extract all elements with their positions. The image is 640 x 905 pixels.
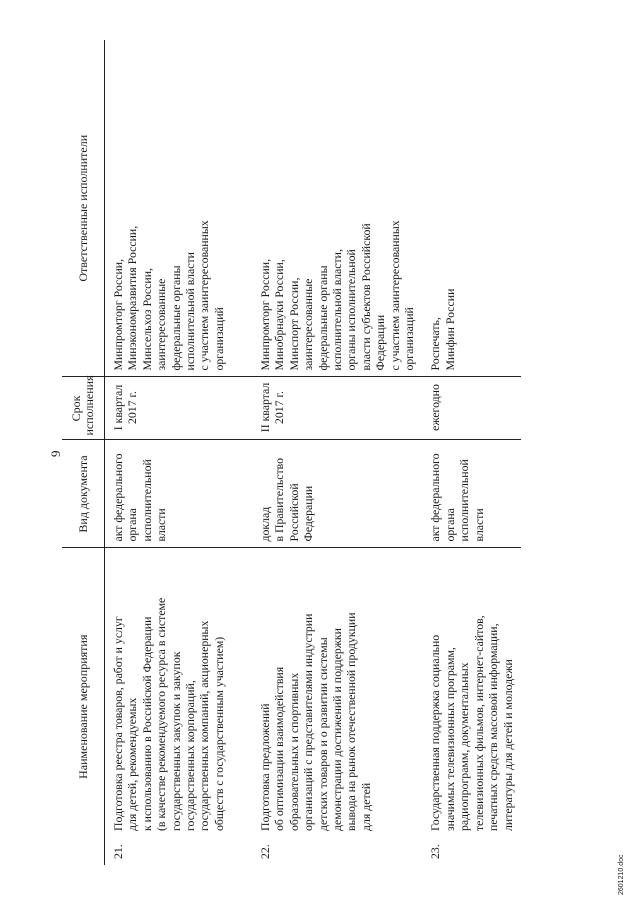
measure-name: Подготовка реестра товаров, работ и услуг для детей, рекомендуемых к использованию в Российской Федерации (в качестве рекомендуемого ресурса в системе государственных закупок и закупок государственных корпораций, государственных компаний, акционерных обществ с государственным участием) [111, 597, 226, 831]
measure-name: Государственная поддержка социально значимых телевизионных программ, радиопрограмм, документальных телевизионных фильмов, интернет-сайтов, печатных средств массовой информации, литературы для детей и молодежи [428, 615, 515, 831]
row-number: 21. [111, 844, 125, 859]
document-type: акт федерального органа исполнительной власти [105, 440, 253, 548]
deadline: I квартал 2017 г. [105, 377, 253, 440]
page-number: 9 [48, 450, 63, 457]
measures-table [62, 40, 521, 865]
header-term: Срок исполнения [62, 377, 105, 440]
document-stamp: 2601210.doc [618, 854, 625, 895]
responsible: Минпромторг России, Минобрнауки России, Минспорт России, заинтересованные федеральные органы исполнительной власти, органы исполнительной власти субъектов Российской Федерации с участием заинтересованных организаций [252, 40, 422, 377]
header-resp: Ответственные исполнители [62, 40, 105, 377]
row-number: 23. [428, 844, 443, 859]
document-type: доклад в Правительство Российской Федерации [252, 440, 422, 548]
table-header-row [62, 40, 105, 865]
document-type: акт федерального органа исполнительной власти [422, 440, 520, 548]
table-row [105, 40, 253, 865]
responsible: Роспечать, Минфин России [422, 40, 520, 377]
measure-name: Подготовка предложений об оптимизации взаимодействия образовательных и спортивных организаций с представителями индустрии детских товаров и о развитии системы демонстрации достижений и поддержки вывода на рынок отечественной продукции для детей [258, 612, 373, 831]
table-row [422, 40, 520, 865]
header-name: Наименование мероприятия [62, 548, 105, 865]
deadline: II квартал 2017 г. [252, 377, 422, 440]
table-row [252, 40, 422, 865]
cell-name [422, 548, 520, 865]
row-number: 22. [258, 844, 272, 859]
deadline: ежегодно [422, 377, 520, 440]
header-doc: Вид документа [62, 440, 105, 548]
cell-name [105, 548, 253, 865]
cell-name [252, 548, 422, 865]
responsible: Минпромторг России, Минэкономразвития России, Минсельхоз России, заинтересованные федеральные органы исполнительной власти с участием заинтересованных организаций [105, 40, 253, 377]
